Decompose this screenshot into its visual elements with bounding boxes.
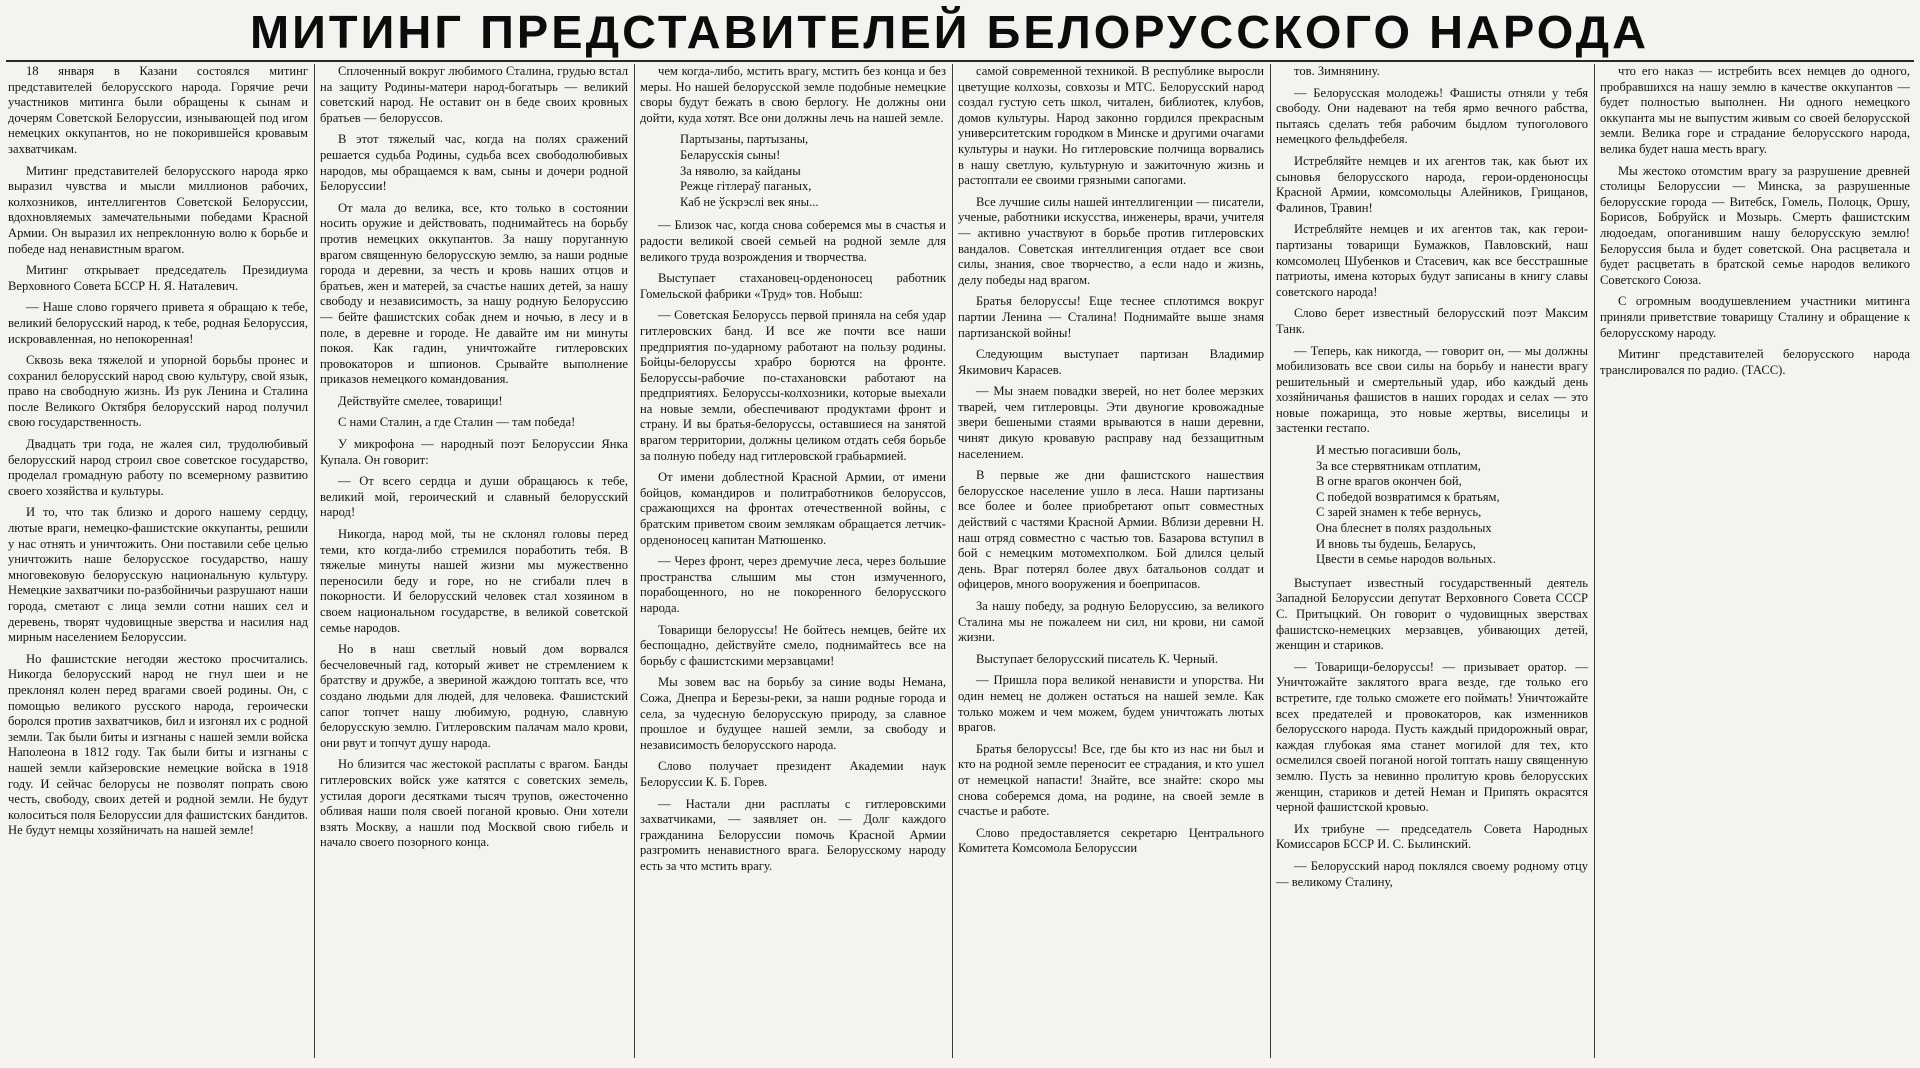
article-paragraph: Но в наш светлый новый дом ворвался бесчеловечный гад, который живет не стремлением к братству и дружбе, а звериной жаждою топтать все, что создано людьми для людей, для человека. Фашистский сапог топчет нашу любимую, родную, славную белорусскую землю. Гитлеровским палачам мало крови, они рвут и топчут душу народа.: [320, 642, 628, 750]
column-3-body-a: [640, 64, 946, 126]
article-paragraph: Истребляйте немцев и их агентов так, как бьют их сыновья белорусского народа, герои-орденоносцы Красной Армии, комсомольцы Алейников, Грищанов, Фалинов, Травин!: [1276, 153, 1588, 215]
article-paragraph: что его наказ — истребить всех немцев до одного, пробравшихся на нашу землю в качестве оккупантов — будет полностью выполнен. Ни одного немецкого оккупанта мы не выпустим живым со своей белорусской земли. Велика горе и страдание белорусского народа, велика будет наша месть врагу.: [1600, 64, 1910, 156]
column-divider: [634, 64, 635, 1058]
column-3: [640, 64, 946, 1058]
article-paragraph: Выступает известный государственный деятель Западной Белоруссии депутат Верховного Совета СССР С. Притыцкий. Он говорит о чудовищных зверствах фашистско-немецких мерзавцев, убивающих детей, женщин и стариков.: [1276, 575, 1588, 653]
article-paragraph: чем когда-либо, мстить врагу, мстить без конца и без меры. Но нашей белорусской земле подобные немецкие своры будут бежать в свою берлогу. Не должны они дойти, куда хотят. Все они должны лечь на нашей земле.: [640, 64, 946, 125]
poem-line: Режце гітлераў паганых,: [680, 179, 812, 194]
article-paragraph: Сквозь века тяжелой и упорной борьбы пронес и сохранил белорусский народ свою культуру, свой язык, право на свободную жизнь. Из рук Ленина и Сталина после Великого Октября белорусский народ получил свою государственность.: [8, 353, 308, 430]
article-paragraph: Но близится час жестокой расплаты с врагом. Банды гитлеровских войск уже катятся с советских земель, устилая дороги десятками тысяч трупов, ожесточенно обливая наши поля своей поганой кровью. Они хотели взять Москву, а нашли под Москвой свою гибель и начало своего позорного конца.: [320, 757, 628, 850]
poem-line: С зарей знамен к тебе вернусь,: [1316, 505, 1482, 520]
column-6-body: [1600, 64, 1910, 378]
article-paragraph: — От всего сердца и души обращаюсь к тебе, великий мой, героический и славный белорусский народ!: [320, 474, 628, 520]
column-3-body-b: [640, 218, 946, 874]
column-1: [8, 64, 308, 1058]
headline-rule: [6, 60, 1914, 62]
article-paragraph: За нашу победу, за родную Белоруссию, за великого Сталина мы не пожалеем ни сил, ни крови, ни самой жизни.: [958, 599, 1264, 645]
article-paragraph: С огромным воодушевлением участники митинга приняли приветствие товарищу Сталину и обращение к белорусскому народу.: [1600, 294, 1910, 340]
article-paragraph: Слово предоставляется секретарю Центрального Комитета Комсомола Белоруссии: [958, 825, 1264, 856]
article-paragraph: — Теперь, как никогда, — говорит он, — мы должны мобилизовать все свои силы на борьбу и нанести врагу решительный и смертельный удар, ибо каждый день хозяйничанья фашистов в наших городах и селах — это новые пожарища, это новые жертвы, виселицы и застенки гестапо.: [1276, 343, 1588, 436]
column-divider: [1594, 64, 1595, 1058]
article-paragraph: В этот тяжелый час, когда на полях сражений решается судьба Родины, судьба всех свободолюбивых народов, мы обращаемся к вам, сыны и дочери родной Белоруссии!: [320, 132, 628, 194]
poem-line: В огне врагов окончен бой,: [1316, 474, 1462, 489]
article-paragraph: Слово берет известный белорусский поэт Максим Танк.: [1276, 306, 1588, 336]
article-paragraph: самой современной техникой. В республике выросли цветущие колхозы, совхозы и МТС. Белорусский народ создал густую сеть школ, читален, библиотек, клубов, домов культуры. Народ законно гордился прекрасным университетским городком в Минске и другими очагами культуры и науки. Но гитлеровские полчища ворвались в нашу светлую, культурную и зажиточную жизнь и растоптали ее своими грязными сапогами.: [958, 64, 1264, 188]
poem-belarus: [1316, 443, 1588, 568]
article-paragraph: Товарищи белоруссы! Не бойтесь немцев, бейте их беспощадно, действуйте смело, поднимайтесь все на борьбу с фашистскими мерзавцами!: [640, 622, 946, 668]
column-2: [320, 64, 628, 1058]
poem-line: Каб не ўскрэслі век яны...: [680, 194, 819, 209]
article-paragraph: — Белорусский народ поклялся своему родному отцу — великому Сталину,: [1276, 858, 1588, 889]
article-paragraph: — Советская Белоруссь первой приняла на себя удар гитлеровских банд. И все же почти все наши предприятия по-ударному работают на пользу родины. Бойцы-белоруссы храбро борются на фронте. Белоруссы-рабочие по-стахановски работают на предприятиях. Белоруссы-колхозники, которые выехали на новые земли, обеспечивают продуктами фронт и страну. И вы братья-белоруссы, оставшиеся на занятой врагом территории, должны целиком отдать себя борьбе за полную победу над гитлеровской грабьармией.: [640, 308, 946, 463]
article-paragraph: — Через фронт, через дремучие леса, через большие пространства слышим мы стон измученного, порабощенного, но не покоренного белорусского народа.: [640, 554, 946, 615]
article-paragraph: Но фашистские негодяи жестоко просчитались. Никогда белорусский народ не гнул шеи и не преклонял колен перед врагами своей родины. Он, с помощью великого русского народа, героически боролся против захватчиков, бил и изгонял их с родной земли. Так были биты и изгнаны с нашей земли войска Наполеона в 1812 году. Так были биты и изгнаны с нашей земли кайзеровские немецкие войска в 1918 году. И сейчас белорусы не позволят попрать свою честь, свободу, своих детей и родной земли. Не будут колоситься поля Белоруссии для фашистских бандитов. Не будут немцы хозяйничать на нашей земле!: [8, 651, 308, 838]
article-paragraph: — Белорусская молодежь! Фашисты отняли у тебя свободу. Они надевают на тебя ярмо вечного рабства, пытаясь сделать тебя рабочим быдлом тупоголового немецкого фельдфебеля.: [1276, 85, 1588, 147]
article-paragraph: В первые же дни фашистского нашествия белорусское население ушло в леса. Наши партизаны все более и более приобретают опыт совместных действий с частями Красной Армии. Вблизи деревни Н. наш отряд совместно с частью тов. Базарова вступил в бой с немецким мотомехполком. Бой длился целый день. Враг потерял более двух батальонов солдат и офицеров, много вооружения и боеприпасов.: [958, 468, 1264, 592]
article-paragraph: — Пришла пора великой ненависти и упорства. Ни один немец не должен остаться на нашей земле. Как только можем и чем можем, будем уничтожать лютых врагов.: [958, 673, 1264, 735]
article-paragraph: И то, что так близко и дорого нашему сердцу, лютые враги, немецко-фашистские оккупанты, решили у нас отнять и уничтожить. Они поставили себе целью уничтожить наше белорусское государство, нашу многовековую белорусскую национальную культуру. Немецкие захватчики по-разбойничьи разрушают наши города, сметают с лица земли сотни наших сел и деревень, творят чудовищные зверства и насилия над мирным населением Белоруссии.: [8, 505, 308, 645]
column-4-body: [958, 64, 1264, 857]
column-divider: [952, 64, 953, 1058]
column-divider: [1270, 64, 1271, 1058]
poem-line: За няволю, за кайданы: [680, 163, 801, 178]
article-paragraph: Выступает белорусский писатель К. Черный.: [976, 651, 1219, 666]
poem-line: Цвести в семье народов вольных.: [1316, 552, 1496, 567]
article-paragraph: Братья белоруссы! Все, где бы кто из нас ни был и кто на родной земле переносит ее страдания, и кто ушел от немецкой напасти! Знайте, все знайте: скоро мы снова соберемся дома, на родине, на своей земле в счастье и работе.: [958, 741, 1264, 819]
article-paragraph: Митинг представителей белорусского народа ярко выразил чувства и мысли миллионов рабочих, колхозников, интеллигентов Советской Белоруссии, вдохновляемых замечательными победами Красной Армии. Он выразил их непреклонную волю к борьбе и победе над ненавистным врагом.: [8, 163, 308, 256]
article-paragraph: 18 января в Казани состоялся митинг представителей белорусского народа. Горячие речи участников митинга были обращены к сынам и дочерям Советской Белоруссии, изнывающей под игом немецких оккупантов, но не покорившейся кровавым захватчикам.: [8, 64, 308, 156]
column-5-body-b: [1276, 576, 1588, 890]
poem-line: Партызаны, партызаны,: [680, 132, 809, 147]
poem-partisans: [680, 132, 946, 210]
article-paragraph: Их трибуне — председатель Совета Народных Комиссаров БССР И. С. Былинский.: [1276, 821, 1588, 852]
headline: МИТИНГ ПРЕДСТАВИТЕЛЕЙ БЕЛОРУССКОГО НАРОДА: [250, 6, 1650, 58]
article-paragraph: Сплоченный вокруг любимого Сталина, грудью встал на защиту Родины-матери народ-богатырь — великий советский народ. Не оставит он в беде своих кровных братьев — белоруссов.: [320, 64, 628, 125]
column-5-body-a: [1276, 64, 1588, 437]
article-paragraph: От мала до велика, все, кто только в состоянии носить оружие и действовать, поднимайтесь на борьбу против немецких оккупантов. За нашу поруганную врагом священную белорусскую землю, за наши родные города и деревни, за честь и кровь наших отцов и братьев, жен и матерей, за счастье наших детей, за нашу свободу и независимость, за нашу родную Белоруссию — бейте фашистских собак днем и ночью, в лесу и в поле, в деревне и городе. Не давайте им ни минуты покоя. Как гадин, уничтожайте гитлеровских провокаторов и шпионов. Срывайте выполнение приказов немецкого командования.: [320, 200, 628, 387]
article-paragraph: тов. Зимнянину.: [1294, 64, 1380, 78]
column-1-body: [8, 64, 308, 839]
poem-line: И местью погасивши боль,: [1316, 443, 1461, 458]
article-paragraph: Слово получает президент Академии наук Белоруссии К. Б. Горев.: [640, 759, 946, 789]
article-paragraph: Никогда, народ мой, ты не склонял головы перед теми, кто когда-либо стремился поработить тебя. В тяжелые минуты нашей жизни мы мужественно переносили беду и горе, но не сгибали плеч в покорности. И белорусский человек стал хозяином в своем национальном государстве, в великой советской семье народов.: [320, 527, 628, 635]
article-paragraph: Выступает стахановец-орденоносец работник Гомельской фабрики «Труд» тов. Нобыш:: [640, 271, 946, 301]
poem-line: С победой возвратимся к братьям,: [1316, 489, 1500, 504]
article-paragraph: — Близок час, когда снова соберемся мы в счастья и радости великой своей семьей на родной земле для великого труда возрождения и творчества.: [640, 218, 946, 264]
article-paragraph: С нами Сталин, а где Сталин — там победа!: [338, 415, 576, 430]
article-paragraph: У микрофона — народный поэт Белоруссии Янка Купала. Он говорит:: [320, 437, 628, 467]
article-paragraph: Истребляйте немцев и их агентов так, как герои-партизаны товарищи Бумажков, Павловский, наш комсомолец Шубенков и Стасевич, как все бесстрашные патриоты, имена которых будут записаны в книгу славы советского народа!: [1276, 222, 1588, 299]
article-paragraph: — Товарищи-белоруссы! — призывает оратор. — Уничтожайте заклятого врага везде, где только его встретите, где только сможете его поймать! Уничтожайте всех предателей и провокаторов, как изменников белорусского народа. Пусть каждый придорожный овраг, каждая глубокая яма станет могилой для тех, кто осмелился своей поганой ногой топтать нашу священную землю. Пусть за невинно пролитую кровь белорусских женщин, стариков и детей Неман и Припять окрасятся черной фашистской кровью.: [1276, 659, 1588, 815]
article-paragraph: — Настали дни расплаты с гитлеровскими захватчиками, — заявляет он. — Долг каждого гражданина Белоруссии помочь Красной Армии разгромить ненавистного врага. Белорусскому народу есть за что мстить врагу.: [640, 796, 946, 873]
article-paragraph: Митинг представителей белорусского народа транслировался по радио. (ТАСС).: [1600, 347, 1910, 377]
article-paragraph: — Мы знаем повадки зверей, но нет более мерзких тварей, чем гитлеровцы. Эти двуногие кровожадные звери бешеными стаями врываются в наши деревни, чинят дикую кровавую расправу над беззащитным населением.: [958, 384, 1264, 461]
column-divider: [314, 64, 315, 1058]
article-paragraph: Следующим выступает партизан Владимир Якимович Карасев.: [958, 347, 1264, 377]
column-6: [1600, 64, 1910, 538]
article-paragraph: Все лучшие силы нашей интеллигенции — писатели, ученые, работники искусства, инженеры, врачи, учителя — активно участвуют в борьбе против гитлеровских вандалов. Советская интеллигенция отдает все свои силы, знания, свое творчество, а если надо и жизнь, делу победы над врагом.: [958, 194, 1264, 287]
column-5: [1276, 64, 1588, 1058]
poem-line: Она блеснет в полях раздольных: [1316, 521, 1492, 536]
article-paragraph: Двадцать три года, не жалея сил, трудолюбивый белорусский народ строил свое советское государство, проделал громадную работу по всемерному развитию своего хозяйства и культуры.: [8, 437, 308, 498]
column-4: [958, 64, 1264, 1058]
poem-line: Беларусскія сыны!: [680, 147, 781, 162]
article-paragraph: Действуйте смелее, товарищи!: [338, 393, 503, 408]
article-paragraph: Мы жестоко отомстим врагу за разрушение древней столицы Белоруссии — Минска, за разрушенные белорусские города — Витебск, Гомель, Полоцк, Оршу, Борисов, Бобруйск и Мозырь. Смерть фашистским людоедам, опоганившим нашу белорусскую землю! Белоруссия была и будет советской. Она расцветала и будет расцветать в братской семье народов великого Советского Союза.: [1600, 163, 1910, 287]
poem-line: И вновь ты будешь, Беларусь,: [1316, 536, 1476, 551]
article-paragraph: Братья белоруссы! Еще теснее сплотимся вокруг партии Ленина — Сталина! Поднимайте выше знамя партизанской войны!: [958, 294, 1264, 340]
article-paragraph: — Наше слово горячего привета я обращаю к тебе, великий белорусский народ, к тебе, родная Белоруссия, искровавленная, но непокоренная!: [8, 300, 308, 346]
article-paragraph: Мы зовем вас на борьбу за синие воды Немана, Сожа, Днепра и Березы-реки, за наши родные города и села, за чудесную белорусскую природу, за славное прошлое и будущее нашей земли, за свободу и независимость белорусского народа.: [640, 675, 946, 752]
poem-line: За все стервятникам отплатим,: [1316, 458, 1481, 473]
column-2-body: [320, 64, 628, 851]
article-paragraph: Митинг открывает председатель Президиума Верховного Совета БССР Н. Я. Наталевич.: [8, 263, 308, 293]
article-paragraph: От имени доблестной Красной Армии, от имени бойцов, командиров и политработников белоруссов, сражающихся на фронтах отечественной войны, с братским приветом своим землякам обращается летчик-орденоносец капитан Матюшенко.: [640, 470, 946, 547]
